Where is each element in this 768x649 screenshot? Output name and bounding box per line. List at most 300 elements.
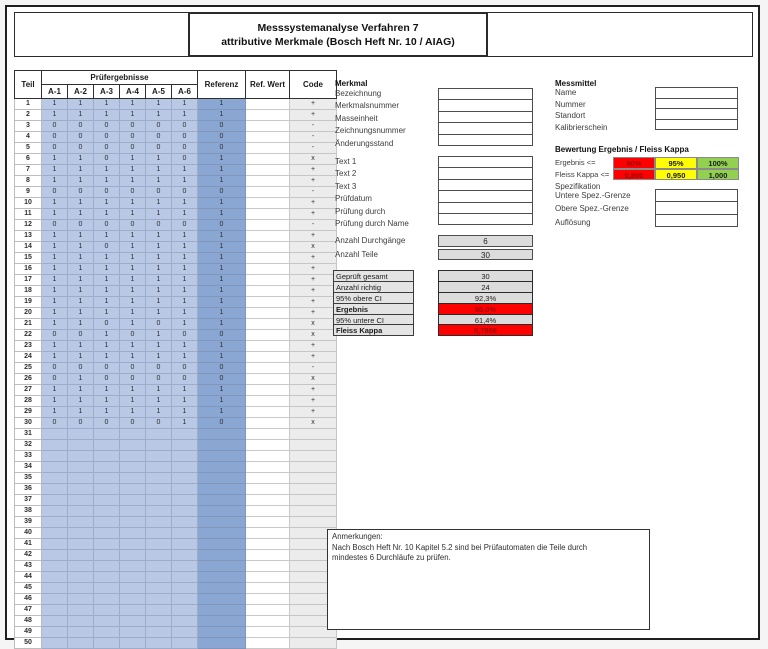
- result-cell[interactable]: 0: [120, 220, 146, 231]
- result-cell[interactable]: [146, 539, 172, 550]
- result-cell[interactable]: 1: [172, 275, 198, 286]
- result-cell[interactable]: 0: [42, 363, 68, 374]
- result-cell[interactable]: 0: [94, 187, 120, 198]
- result-cell[interactable]: 1: [94, 165, 120, 176]
- result-cell[interactable]: [120, 517, 146, 528]
- ref-wert-cell[interactable]: [246, 583, 290, 594]
- result-cell[interactable]: [172, 561, 198, 572]
- result-cell[interactable]: 1: [94, 99, 120, 110]
- result-cell[interactable]: 1: [172, 319, 198, 330]
- result-cell[interactable]: 1: [146, 396, 172, 407]
- result-cell[interactable]: 1: [94, 330, 120, 341]
- result-cell[interactable]: 0: [120, 363, 146, 374]
- result-cell[interactable]: 0: [42, 418, 68, 429]
- result-cell[interactable]: [94, 583, 120, 594]
- ref-wert-cell[interactable]: [246, 242, 290, 253]
- result-cell[interactable]: [146, 429, 172, 440]
- result-cell[interactable]: 1: [42, 297, 68, 308]
- result-cell[interactable]: 1: [94, 297, 120, 308]
- result-cell[interactable]: 1: [68, 319, 94, 330]
- referenz-cell[interactable]: 1: [198, 176, 246, 187]
- result-cell[interactable]: [42, 550, 68, 561]
- result-cell[interactable]: [94, 561, 120, 572]
- result-cell[interactable]: [120, 561, 146, 572]
- result-cell[interactable]: 1: [42, 308, 68, 319]
- ref-wert-cell[interactable]: [246, 341, 290, 352]
- result-cell[interactable]: 1: [94, 385, 120, 396]
- ref-wert-cell[interactable]: [246, 286, 290, 297]
- result-cell[interactable]: 0: [146, 363, 172, 374]
- result-cell[interactable]: 1: [42, 110, 68, 121]
- referenz-cell[interactable]: [198, 495, 246, 506]
- result-cell[interactable]: 1: [120, 198, 146, 209]
- result-cell[interactable]: [94, 572, 120, 583]
- result-cell[interactable]: 0: [94, 363, 120, 374]
- referenz-cell[interactable]: [198, 451, 246, 462]
- result-cell[interactable]: 1: [120, 385, 146, 396]
- ref-wert-cell[interactable]: [246, 143, 290, 154]
- result-cell[interactable]: 1: [172, 396, 198, 407]
- result-cell[interactable]: 1: [146, 275, 172, 286]
- result-cell[interactable]: 1: [172, 209, 198, 220]
- result-cell[interactable]: 1: [120, 231, 146, 242]
- result-cell[interactable]: [68, 495, 94, 506]
- result-cell[interactable]: 1: [68, 297, 94, 308]
- ref-wert-cell[interactable]: [246, 198, 290, 209]
- result-cell[interactable]: 1: [146, 165, 172, 176]
- result-cell[interactable]: 1: [68, 176, 94, 187]
- result-cell[interactable]: [94, 616, 120, 627]
- result-cell[interactable]: 1: [120, 297, 146, 308]
- result-cell[interactable]: 1: [68, 396, 94, 407]
- result-cell[interactable]: 1: [120, 154, 146, 165]
- result-cell[interactable]: [68, 539, 94, 550]
- ref-wert-cell[interactable]: [246, 352, 290, 363]
- result-cell[interactable]: 1: [42, 352, 68, 363]
- result-cell[interactable]: 1: [68, 242, 94, 253]
- result-cell[interactable]: 0: [172, 143, 198, 154]
- ref-wert-cell[interactable]: [246, 308, 290, 319]
- result-cell[interactable]: 1: [42, 165, 68, 176]
- ref-wert-cell[interactable]: [246, 484, 290, 495]
- result-cell[interactable]: [94, 605, 120, 616]
- result-cell[interactable]: [172, 605, 198, 616]
- result-cell[interactable]: [120, 605, 146, 616]
- result-cell[interactable]: 1: [172, 286, 198, 297]
- result-cell[interactable]: [42, 539, 68, 550]
- result-cell[interactable]: [120, 429, 146, 440]
- result-cell[interactable]: [68, 484, 94, 495]
- result-cell[interactable]: 1: [42, 176, 68, 187]
- result-cell[interactable]: 0: [94, 143, 120, 154]
- result-cell[interactable]: 1: [120, 275, 146, 286]
- result-cell[interactable]: [94, 517, 120, 528]
- referenz-cell[interactable]: 1: [198, 110, 246, 121]
- result-cell[interactable]: 0: [68, 330, 94, 341]
- result-cell[interactable]: 0: [68, 220, 94, 231]
- result-cell[interactable]: 1: [42, 341, 68, 352]
- referenz-cell[interactable]: 1: [198, 407, 246, 418]
- result-cell[interactable]: 1: [94, 264, 120, 275]
- result-cell[interactable]: [120, 528, 146, 539]
- result-cell[interactable]: 1: [120, 242, 146, 253]
- result-cell[interactable]: 0: [146, 418, 172, 429]
- result-cell[interactable]: [68, 583, 94, 594]
- result-cell[interactable]: [42, 517, 68, 528]
- result-cell[interactable]: 1: [146, 209, 172, 220]
- result-cell[interactable]: 1: [42, 264, 68, 275]
- result-cell[interactable]: 0: [120, 374, 146, 385]
- ref-wert-cell[interactable]: [246, 440, 290, 451]
- referenz-cell[interactable]: 0: [198, 132, 246, 143]
- result-cell[interactable]: 1: [120, 110, 146, 121]
- result-cell[interactable]: [146, 594, 172, 605]
- result-cell[interactable]: 1: [42, 242, 68, 253]
- ref-wert-cell[interactable]: [246, 605, 290, 616]
- result-cell[interactable]: 1: [68, 198, 94, 209]
- result-cell[interactable]: [42, 506, 68, 517]
- result-cell[interactable]: 1: [120, 319, 146, 330]
- referenz-cell[interactable]: 1: [198, 385, 246, 396]
- result-cell[interactable]: 1: [68, 341, 94, 352]
- result-cell[interactable]: 1: [146, 253, 172, 264]
- result-cell[interactable]: 1: [172, 264, 198, 275]
- result-cell[interactable]: [94, 506, 120, 517]
- result-cell[interactable]: 0: [146, 143, 172, 154]
- ref-wert-cell[interactable]: [246, 132, 290, 143]
- result-cell[interactable]: [42, 440, 68, 451]
- result-cell[interactable]: [172, 528, 198, 539]
- result-cell[interactable]: 0: [172, 154, 198, 165]
- result-cell[interactable]: 1: [172, 407, 198, 418]
- input-box[interactable]: [438, 134, 533, 146]
- result-cell[interactable]: [94, 539, 120, 550]
- result-cell[interactable]: 1: [94, 407, 120, 418]
- result-cell[interactable]: [120, 583, 146, 594]
- result-cell[interactable]: 1: [94, 110, 120, 121]
- result-cell[interactable]: 1: [42, 275, 68, 286]
- result-cell[interactable]: 0: [172, 363, 198, 374]
- referenz-cell[interactable]: 1: [198, 209, 246, 220]
- result-cell[interactable]: 1: [120, 165, 146, 176]
- referenz-cell[interactable]: 1: [198, 319, 246, 330]
- result-cell[interactable]: [68, 451, 94, 462]
- ref-wert-cell[interactable]: [246, 231, 290, 242]
- result-cell[interactable]: 1: [120, 352, 146, 363]
- referenz-cell[interactable]: [198, 616, 246, 627]
- result-cell[interactable]: [120, 462, 146, 473]
- result-cell[interactable]: 1: [120, 396, 146, 407]
- ref-wert-cell[interactable]: [246, 363, 290, 374]
- result-cell[interactable]: [120, 550, 146, 561]
- result-cell[interactable]: 1: [42, 253, 68, 264]
- ref-wert-cell[interactable]: [246, 165, 290, 176]
- result-cell[interactable]: [120, 539, 146, 550]
- result-cell[interactable]: 1: [146, 385, 172, 396]
- result-cell[interactable]: 1: [172, 352, 198, 363]
- result-cell[interactable]: [68, 429, 94, 440]
- result-cell[interactable]: 1: [120, 99, 146, 110]
- input-box[interactable]: [655, 214, 738, 227]
- result-cell[interactable]: 0: [94, 242, 120, 253]
- result-cell[interactable]: [146, 583, 172, 594]
- result-cell[interactable]: 1: [146, 308, 172, 319]
- result-cell[interactable]: [68, 638, 94, 649]
- referenz-cell[interactable]: [198, 605, 246, 616]
- result-cell[interactable]: 0: [120, 143, 146, 154]
- ref-wert-cell[interactable]: [246, 506, 290, 517]
- result-cell[interactable]: 1: [172, 297, 198, 308]
- result-cell[interactable]: 1: [146, 407, 172, 418]
- result-cell[interactable]: 1: [120, 264, 146, 275]
- referenz-cell[interactable]: [198, 583, 246, 594]
- result-cell[interactable]: [172, 616, 198, 627]
- result-cell[interactable]: 0: [120, 418, 146, 429]
- result-cell[interactable]: [42, 605, 68, 616]
- input-box[interactable]: [655, 119, 738, 131]
- result-cell[interactable]: [146, 462, 172, 473]
- result-cell[interactable]: 0: [42, 220, 68, 231]
- result-cell[interactable]: 0: [120, 330, 146, 341]
- ref-wert-cell[interactable]: [246, 275, 290, 286]
- referenz-cell[interactable]: [198, 638, 246, 649]
- ref-wert-cell[interactable]: [246, 407, 290, 418]
- result-cell[interactable]: [146, 495, 172, 506]
- result-cell[interactable]: 1: [120, 176, 146, 187]
- result-cell[interactable]: 1: [68, 99, 94, 110]
- result-cell[interactable]: 1: [94, 231, 120, 242]
- result-cell[interactable]: 0: [94, 154, 120, 165]
- result-cell[interactable]: [172, 638, 198, 649]
- ref-wert-cell[interactable]: [246, 418, 290, 429]
- result-cell[interactable]: [172, 572, 198, 583]
- result-cell[interactable]: 1: [42, 209, 68, 220]
- ref-wert-cell[interactable]: [246, 429, 290, 440]
- referenz-cell[interactable]: 1: [198, 396, 246, 407]
- result-cell[interactable]: 1: [120, 286, 146, 297]
- result-cell[interactable]: [68, 561, 94, 572]
- result-cell[interactable]: 1: [172, 385, 198, 396]
- result-cell[interactable]: [68, 594, 94, 605]
- ref-wert-cell[interactable]: [246, 209, 290, 220]
- ref-wert-cell[interactable]: [246, 297, 290, 308]
- result-cell[interactable]: 0: [146, 319, 172, 330]
- result-cell[interactable]: 1: [146, 231, 172, 242]
- result-cell[interactable]: 0: [42, 187, 68, 198]
- result-cell[interactable]: 0: [146, 187, 172, 198]
- result-cell[interactable]: [68, 506, 94, 517]
- result-cell[interactable]: [42, 451, 68, 462]
- result-cell[interactable]: [146, 517, 172, 528]
- result-cell[interactable]: 0: [172, 121, 198, 132]
- result-cell[interactable]: 0: [146, 132, 172, 143]
- ref-wert-cell[interactable]: [246, 220, 290, 231]
- result-cell[interactable]: [146, 550, 172, 561]
- result-cell[interactable]: [68, 517, 94, 528]
- result-cell[interactable]: 1: [42, 286, 68, 297]
- result-cell[interactable]: 1: [146, 297, 172, 308]
- ref-wert-cell[interactable]: [246, 462, 290, 473]
- result-cell[interactable]: 0: [68, 418, 94, 429]
- referenz-cell[interactable]: [198, 473, 246, 484]
- result-cell[interactable]: 1: [146, 341, 172, 352]
- result-cell[interactable]: [42, 616, 68, 627]
- result-cell[interactable]: [94, 429, 120, 440]
- result-cell[interactable]: [146, 561, 172, 572]
- result-cell[interactable]: [120, 638, 146, 649]
- referenz-cell[interactable]: [198, 539, 246, 550]
- referenz-cell[interactable]: 0: [198, 374, 246, 385]
- result-cell[interactable]: [172, 484, 198, 495]
- result-cell[interactable]: 0: [68, 143, 94, 154]
- result-cell[interactable]: 1: [42, 198, 68, 209]
- input-box[interactable]: [655, 201, 738, 214]
- referenz-cell[interactable]: 1: [198, 253, 246, 264]
- result-cell[interactable]: 0: [68, 121, 94, 132]
- result-cell[interactable]: 1: [146, 176, 172, 187]
- measurement-table[interactable]: [14, 70, 337, 649]
- result-cell[interactable]: [120, 451, 146, 462]
- result-cell[interactable]: [172, 495, 198, 506]
- referenz-cell[interactable]: 1: [198, 242, 246, 253]
- referenz-cell[interactable]: [198, 506, 246, 517]
- result-cell[interactable]: [68, 616, 94, 627]
- result-cell[interactable]: 1: [42, 396, 68, 407]
- result-cell[interactable]: 1: [172, 110, 198, 121]
- result-cell[interactable]: [172, 462, 198, 473]
- result-cell[interactable]: 1: [94, 176, 120, 187]
- result-cell[interactable]: 1: [94, 341, 120, 352]
- result-cell[interactable]: [146, 572, 172, 583]
- result-cell[interactable]: 1: [172, 176, 198, 187]
- referenz-cell[interactable]: 1: [198, 231, 246, 242]
- ref-wert-cell[interactable]: [246, 627, 290, 638]
- result-cell[interactable]: 1: [172, 231, 198, 242]
- referenz-cell[interactable]: [198, 594, 246, 605]
- result-cell[interactable]: [94, 638, 120, 649]
- result-cell[interactable]: 1: [120, 341, 146, 352]
- ref-wert-cell[interactable]: [246, 572, 290, 583]
- result-cell[interactable]: 1: [68, 231, 94, 242]
- referenz-cell[interactable]: [198, 627, 246, 638]
- result-cell[interactable]: 1: [120, 308, 146, 319]
- result-cell[interactable]: 1: [68, 209, 94, 220]
- result-cell[interactable]: 0: [172, 374, 198, 385]
- ref-wert-cell[interactable]: [246, 473, 290, 484]
- result-cell[interactable]: 1: [42, 154, 68, 165]
- result-cell[interactable]: [94, 440, 120, 451]
- result-cell[interactable]: 0: [68, 363, 94, 374]
- result-cell[interactable]: 1: [68, 385, 94, 396]
- result-cell[interactable]: 1: [68, 308, 94, 319]
- result-cell[interactable]: [42, 583, 68, 594]
- result-cell[interactable]: [146, 451, 172, 462]
- referenz-cell[interactable]: 1: [198, 297, 246, 308]
- result-cell[interactable]: [120, 627, 146, 638]
- ref-wert-cell[interactable]: [246, 396, 290, 407]
- input-box[interactable]: [655, 189, 738, 202]
- referenz-cell[interactable]: [198, 484, 246, 495]
- ref-wert-cell[interactable]: [246, 528, 290, 539]
- result-cell[interactable]: [42, 627, 68, 638]
- result-cell[interactable]: 1: [68, 374, 94, 385]
- result-cell[interactable]: [172, 451, 198, 462]
- result-cell[interactable]: 0: [68, 132, 94, 143]
- result-cell[interactable]: 0: [172, 187, 198, 198]
- ref-wert-cell[interactable]: [246, 539, 290, 550]
- ref-wert-cell[interactable]: [246, 154, 290, 165]
- result-cell[interactable]: 0: [94, 220, 120, 231]
- result-cell[interactable]: 1: [94, 352, 120, 363]
- result-cell[interactable]: [94, 528, 120, 539]
- result-cell[interactable]: [94, 594, 120, 605]
- result-cell[interactable]: 1: [94, 286, 120, 297]
- result-cell[interactable]: 1: [42, 385, 68, 396]
- result-cell[interactable]: [94, 484, 120, 495]
- result-cell[interactable]: 1: [146, 264, 172, 275]
- result-cell[interactable]: 0: [120, 187, 146, 198]
- result-cell[interactable]: [146, 484, 172, 495]
- referenz-cell[interactable]: 1: [198, 99, 246, 110]
- ref-wert-cell[interactable]: [246, 187, 290, 198]
- result-cell[interactable]: 1: [120, 407, 146, 418]
- result-cell[interactable]: [42, 484, 68, 495]
- result-cell[interactable]: [120, 594, 146, 605]
- result-cell[interactable]: 0: [94, 418, 120, 429]
- ref-wert-cell[interactable]: [246, 374, 290, 385]
- result-cell[interactable]: [94, 495, 120, 506]
- result-cell[interactable]: 1: [172, 253, 198, 264]
- result-cell[interactable]: 1: [172, 341, 198, 352]
- result-cell[interactable]: [68, 605, 94, 616]
- result-cell[interactable]: [120, 506, 146, 517]
- result-cell[interactable]: 0: [172, 220, 198, 231]
- result-cell[interactable]: 1: [94, 275, 120, 286]
- result-cell[interactable]: [146, 616, 172, 627]
- result-cell[interactable]: 0: [172, 330, 198, 341]
- result-cell[interactable]: 1: [68, 253, 94, 264]
- result-cell[interactable]: 1: [146, 99, 172, 110]
- ref-wert-cell[interactable]: [246, 638, 290, 649]
- result-cell[interactable]: 1: [172, 418, 198, 429]
- result-cell[interactable]: [42, 462, 68, 473]
- result-cell[interactable]: 1: [146, 198, 172, 209]
- result-cell[interactable]: [146, 473, 172, 484]
- result-cell[interactable]: 0: [42, 132, 68, 143]
- result-cell[interactable]: 1: [68, 154, 94, 165]
- result-cell[interactable]: 1: [42, 319, 68, 330]
- referenz-cell[interactable]: 1: [198, 308, 246, 319]
- result-cell[interactable]: [146, 627, 172, 638]
- result-cell[interactable]: [172, 583, 198, 594]
- result-cell[interactable]: [42, 429, 68, 440]
- result-cell[interactable]: 1: [146, 286, 172, 297]
- referenz-cell[interactable]: 1: [198, 198, 246, 209]
- result-cell[interactable]: 1: [172, 165, 198, 176]
- result-cell[interactable]: [120, 495, 146, 506]
- ref-wert-cell[interactable]: [246, 264, 290, 275]
- result-cell[interactable]: 0: [120, 132, 146, 143]
- result-cell[interactable]: 1: [94, 198, 120, 209]
- referenz-cell[interactable]: 0: [198, 418, 246, 429]
- result-cell[interactable]: 1: [68, 352, 94, 363]
- result-cell[interactable]: [146, 440, 172, 451]
- referenz-cell[interactable]: 1: [198, 264, 246, 275]
- result-cell[interactable]: 1: [146, 242, 172, 253]
- referenz-cell[interactable]: 1: [198, 275, 246, 286]
- result-cell[interactable]: 0: [68, 187, 94, 198]
- result-cell[interactable]: 1: [146, 110, 172, 121]
